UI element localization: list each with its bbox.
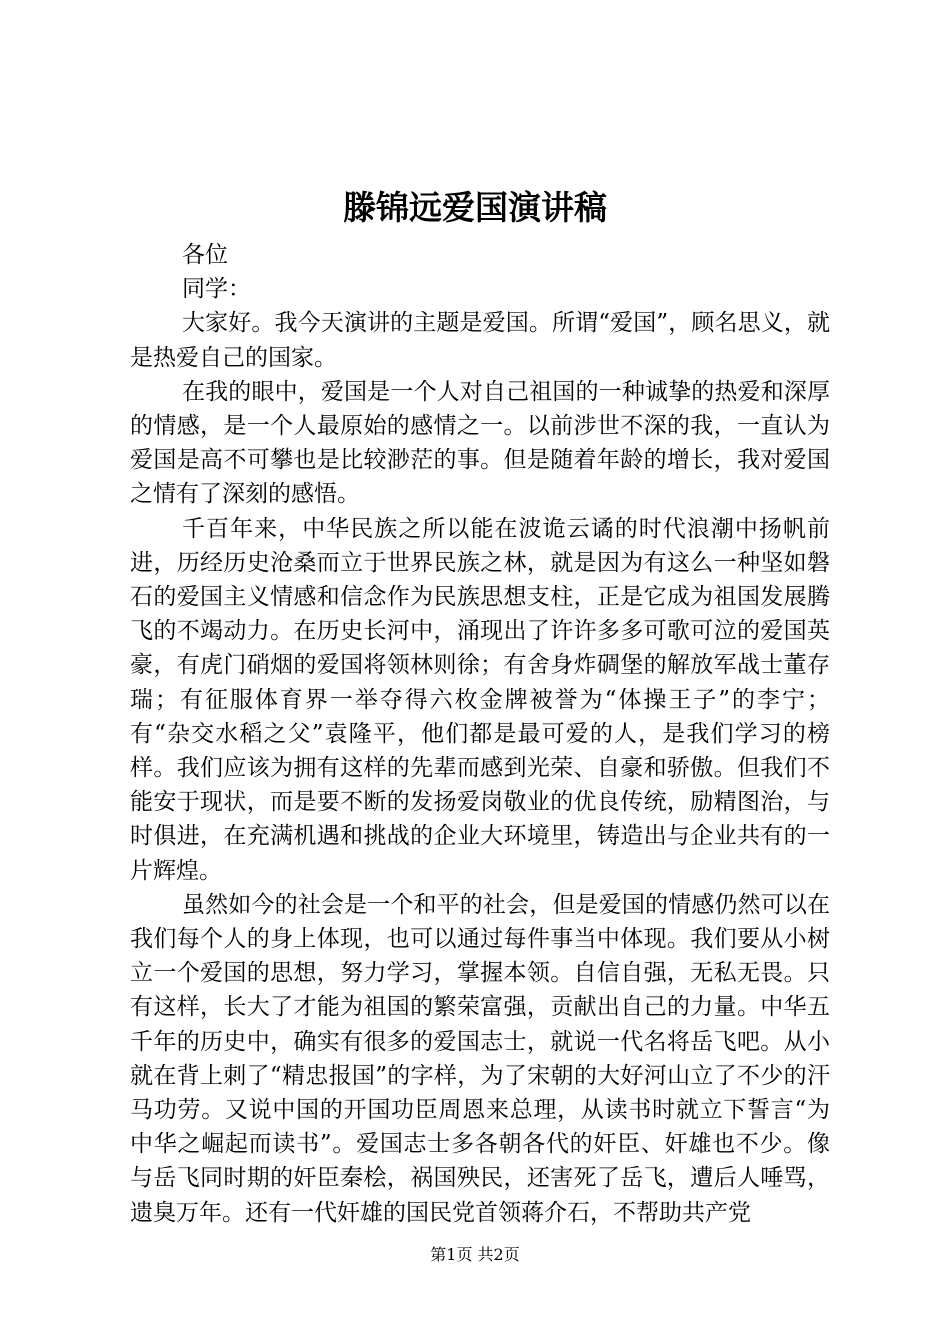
paragraph-history: 千百年来，中华民族之所以能在波诡云谲的时代浪潮中扬帆前进，历经历史沧桑而立于世界民族之林，就是因为有这么一种坚如磐石的爱国主义情感和信念作为民族思想支柱，正是它成为祖国发展腾飞的不竭动力。在历史长河中，涌现出了许许多多可歌可泣的爱国英豪，有虎门硝烟的爱国将领林则徐；有舍身炸碉堡的解放军战士董存瑞；有征服体育界一举夺得六枚金牌被誉为“体操王子”的李宁；有“杂交水稻之父”袁隆平，他们都是最可爱的人，是我们学习的榜样。我们应该为拥有这样的先辈而感到光荣、自豪和骄傲。但我们不能安于现状，而是要不断的发扬爱岗敬业的优良传统，励精图治，与时俱进，在充满机遇和挑战的企业大环境里，铸造出与企业共有的一片辉煌。: [130, 515, 830, 884]
paragraph-feelings: 在我的眼中，爱国是一个人对自己祖国的一种诚挚的热爱和深厚的情感，是一个人最原始的感情之一。以前涉世不深的我，一直认为爱国是高不可攀也是比较渺茫的事。但是随着年龄的增长，我对爱国之情有了深刻的感悟。: [130, 378, 830, 508]
page-footer: 第1页 共2页: [430, 1245, 520, 1264]
salutation-line-2: 同学：: [182, 276, 251, 303]
paragraph-patriots: 虽然如今的社会是一个和平的社会，但是爱国的情感仍然可以在我们每个人的身上体现，也可以通过每件事当中体现。我们要从小树立一个爱国的思想，努力学习，掌握本领。自信自强，无私无畏。只有这样，长大了才能为祖国的繁荣富强，贡献出自己的力量。中华五千年的历史中，确实有很多的爱国志士，就说一代名将岳飞吧。从小就在背上刺了“精忠报国”的字样，为了宋朝的大好河山立了不少的汗马功劳。又说中国的开国功臣周恩来总理，从读书时就立下誓言“为中华之崛起而读书”。爱国志士多各朝各代的奸臣、奸雄也不少。像与岳飞同时期的奸臣秦桧，祸国殃民，还害死了岳飞，遭后人唾骂，遗臭万年。还有一代奸雄的国民党首领蒋介石，不帮助共产党: [130, 891, 830, 1226]
page-title: 滕锦远爱国演讲稿: [343, 188, 607, 227]
paragraph-greeting: 大家好。我今天演讲的主题是爱国。所谓“爱国”，顾名思义，就是热爱自己的国家。: [130, 310, 830, 371]
salutation-line-1: 各位: [182, 242, 228, 268]
document-body: [130, 238, 830, 1230]
